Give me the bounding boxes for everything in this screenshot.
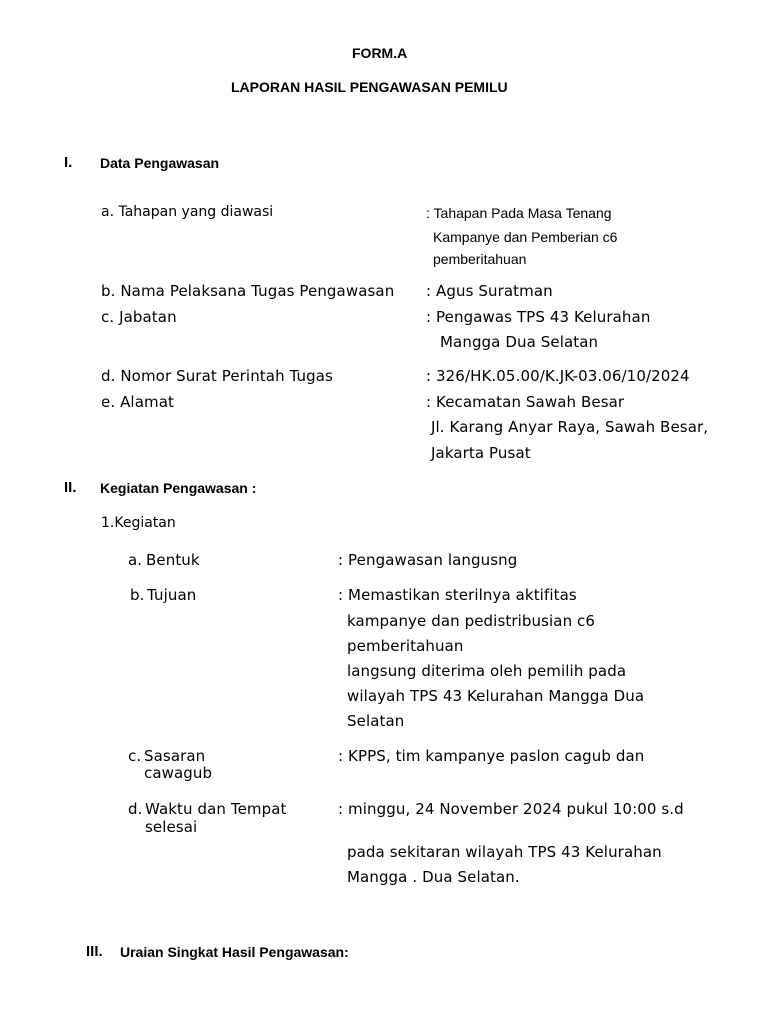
kegiatan-b-value-line-2: kampanye dan pedistribusian c6 (347, 612, 596, 630)
item-e-value-line-3: Jakarta Pusat (431, 444, 531, 462)
kegiatan-a-value: : Pengawasan langusng (338, 551, 518, 569)
kegiatan-a-label: Bentuk (146, 551, 200, 569)
section-3-heading: Uraian Singkat Hasil Pengawasan: (120, 944, 349, 960)
item-e-value-line-2: Jl. Karang Anyar Raya, Sawah Besar, (431, 418, 709, 436)
kegiatan-d-value-line-2: pada sekitaran wilayah TPS 43 Kelurahan (347, 843, 662, 861)
section-1-numeral: I. (64, 154, 73, 171)
kegiatan-subheading: 1.Kegiatan (101, 515, 176, 531)
kegiatan-a-marker: a. (128, 551, 143, 569)
item-a-label: a. Tahapan yang diawasi (101, 204, 274, 220)
kegiatan-c-label: Sasaran (144, 747, 206, 765)
item-c-value-line-2: Mangga Dua Selatan (440, 333, 599, 351)
kegiatan-b-value-line-6: Selatan (347, 712, 405, 730)
kegiatan-b-value-line-4: langsung diterima oleh pemilih pada (347, 662, 627, 680)
item-e-value-line-1: : Kecamatan Sawah Besar (426, 393, 625, 411)
kegiatan-b-value-line-1: : Memastikan sterilnya aktifitas (338, 586, 577, 604)
section-2-numeral: II. (64, 479, 77, 496)
item-c-value-line-1: : Pengawas TPS 43 Kelurahan (426, 308, 651, 326)
item-a-value-line-3: pemberitahuan (433, 251, 527, 267)
section-2-heading: Kegiatan Pengawasan : (100, 480, 257, 496)
item-c-label: c. Jabatan (101, 308, 177, 326)
kegiatan-c-value: : KPPS, tim kampanye paslon cagub dan (338, 747, 645, 765)
document-title: LAPORAN HASIL PENGAWASAN PEMILU (231, 79, 508, 95)
item-b-value: : Agus Suratman (426, 282, 553, 300)
kegiatan-d-marker: d. (128, 800, 143, 818)
kegiatan-b-value-line-5: wilayah TPS 43 Kelurahan Mangga Dua (347, 687, 645, 705)
kegiatan-d-label-continued: selesai (145, 818, 198, 836)
kegiatan-c-marker: c. (128, 747, 142, 765)
kegiatan-d-value-line-1: : minggu, 24 November 2024 pukul 10:00 s.d (338, 800, 684, 818)
kegiatan-b-marker: b. (130, 586, 145, 604)
item-d-label: d. Nomor Surat Perintah Tugas (101, 367, 333, 385)
item-d-value: : 326/HK.05.00/K.JK-03.06/10/2024 (426, 367, 690, 385)
item-e-label: e. Alamat (101, 393, 174, 411)
item-a-value-line-1: : Tahapan Pada Masa Tenang (426, 205, 612, 221)
kegiatan-b-value-line-3: pemberitahuan (347, 637, 464, 655)
section-1-heading: Data Pengawasan (100, 155, 220, 171)
item-a-value-line-2: Kampanye dan Pemberian c6 (433, 229, 618, 245)
kegiatan-d-label: Waktu dan Tempat (145, 800, 287, 818)
kegiatan-c-label-continued: cawagub (144, 764, 213, 782)
form-code: FORM.A (352, 45, 408, 61)
section-3-numeral: III. (86, 943, 103, 960)
item-b-label: b. Nama Pelaksana Tugas Pengawasan (101, 282, 395, 300)
kegiatan-d-value-line-3: Mangga . Dua Selatan. (347, 868, 520, 886)
kegiatan-b-label: Tujuan (147, 586, 197, 604)
